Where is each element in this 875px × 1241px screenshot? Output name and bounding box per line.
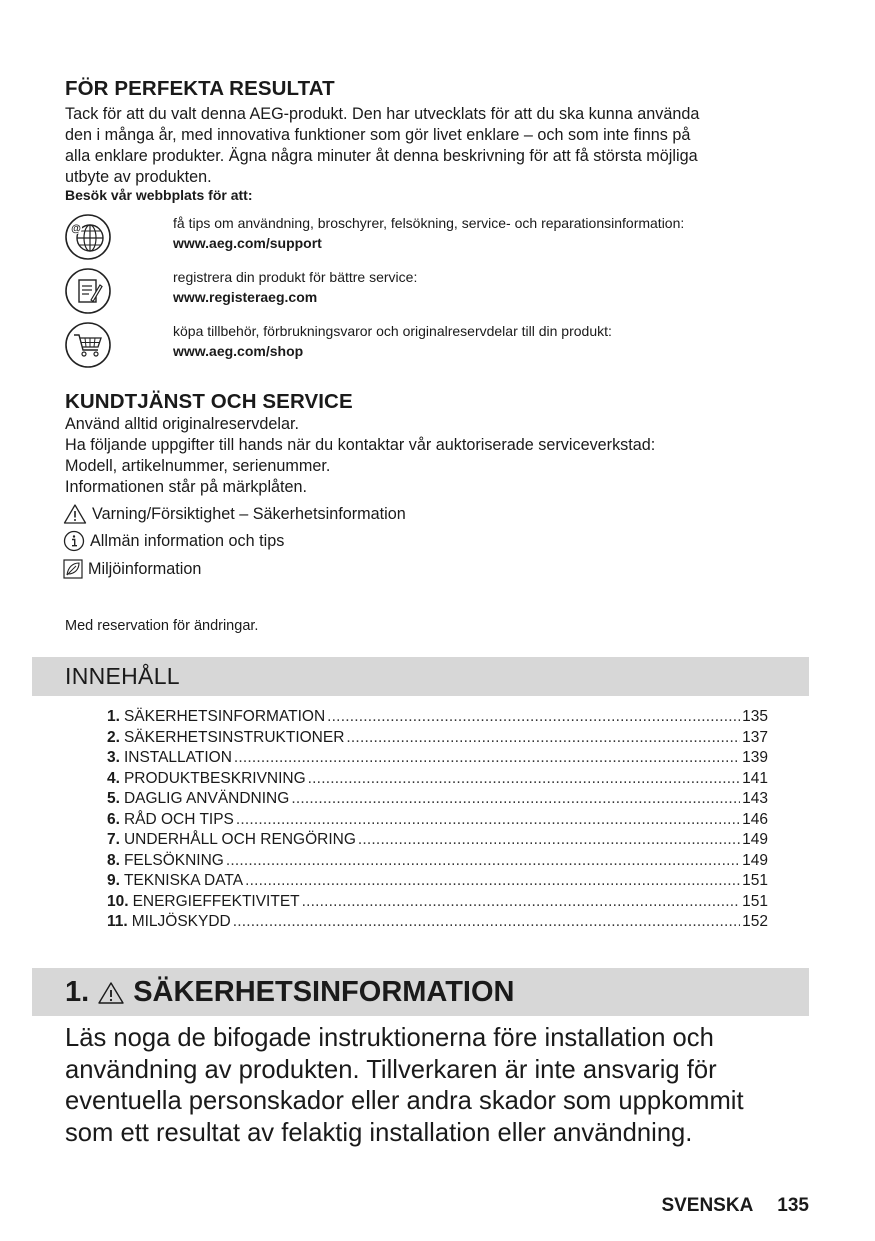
toc-item-page: 141 <box>742 769 768 787</box>
toc-item-page: 139 <box>742 749 768 766</box>
toc-item-label: SÄKERHETSINSTRUKTIONER <box>123 728 345 746</box>
register-icon <box>64 267 112 315</box>
intro-paragraph <box>65 104 815 188</box>
toc-item-label: TEKNISKA DATA <box>123 872 244 889</box>
toc-item[interactable] <box>107 728 768 749</box>
toc-item-number: 1. <box>107 708 120 725</box>
toc-item-page: 151 <box>742 892 768 910</box>
section1-intro <box>65 1023 825 1149</box>
footer-page-number: 135 <box>777 1195 809 1216</box>
globe-icon <box>64 213 112 261</box>
legend-text: Varning/Försiktighet – Säkerhetsinformation <box>92 505 406 523</box>
legend-warning <box>63 502 406 526</box>
toc-item-label: SÄKERHETSINFORMATION <box>123 708 326 725</box>
section1-header-band <box>32 968 809 1016</box>
section1-intro-line: eventuella personskador eller andra skador som uppkommit <box>65 1087 744 1115</box>
toc-item-label: FELSÖKNING <box>123 851 224 869</box>
toc-item-label: UNDERHÅLL OCH RENGÖRING <box>123 831 356 848</box>
reservation-note: Med reservation för ändringar. <box>65 618 259 634</box>
toc-item[interactable] <box>107 769 768 790</box>
intro-line: den i många år, med innovativa funktioner som gör livet enklare – och som inte finns på <box>65 126 691 144</box>
section1-title: SÄKERHETSINFORMATION <box>133 976 515 1008</box>
link-description: få tips om användning, broschyrer, felsökning, service- och reparationsinformation: <box>173 215 685 231</box>
toc-item-label: RÅD OCH TIPS <box>123 810 234 828</box>
legend-environment <box>63 557 201 581</box>
toc-item-page: 143 <box>742 790 768 807</box>
table-of-contents <box>107 707 768 933</box>
support-link[interactable]: www.aeg.com/support <box>173 235 322 251</box>
shop-link[interactable]: www.aeg.com/shop <box>173 343 304 359</box>
toc-item-page: 149 <box>742 851 768 869</box>
legend-text: Miljöinformation <box>88 560 202 578</box>
link-row-shop <box>60 321 820 375</box>
service-line: Använd alltid originalreservdelar. <box>65 415 299 433</box>
warning-icon <box>97 980 125 1006</box>
toc-item-page: 137 <box>742 728 768 746</box>
toc-item-page: 152 <box>742 913 768 930</box>
intro-line: utbyte av produkten. <box>65 168 212 186</box>
section1-number: 1. <box>65 976 90 1008</box>
toc-item[interactable] <box>107 892 768 913</box>
toc-item-label: MILJÖSKYDD <box>131 913 231 930</box>
toc-item[interactable] <box>107 707 768 728</box>
toc-title: INNEHÅLL <box>65 663 180 689</box>
toc-item-number: 9. <box>107 872 120 889</box>
toc-item[interactable] <box>107 851 768 872</box>
warning-icon <box>63 503 87 525</box>
toc-item[interactable] <box>107 830 768 851</box>
toc-item[interactable] <box>107 810 768 831</box>
toc-item-page: 149 <box>742 831 768 848</box>
service-line: Modell, artikelnummer, serienummer. <box>65 457 331 475</box>
section1-intro-line: Läs noga de bifogade instruktionerna före installation och <box>65 1024 714 1052</box>
page-footer <box>661 1195 809 1217</box>
link-row-support <box>60 213 820 267</box>
heading-kundtjanst: KUNDTJÄNST OCH SERVICE <box>65 390 353 413</box>
intro-line: Tack för att du valt denna AEG-produkt. Den har utvecklats för att du ska kunna använda <box>65 105 700 123</box>
toc-item-label: PRODUKTBESKRIVNING <box>123 769 306 787</box>
toc-item[interactable] <box>107 789 768 810</box>
legend-text: Allmän information och tips <box>90 532 285 550</box>
toc-item-number: 10. <box>107 892 129 910</box>
toc-item-number: 3. <box>107 749 120 766</box>
toc-header-band <box>32 657 809 696</box>
toc-item-number: 2. <box>107 728 120 746</box>
register-link[interactable]: www.registeraeg.com <box>173 289 318 305</box>
section1-intro-line: användning av produkten. Tillverkaren är inte ansvarig för <box>65 1055 717 1084</box>
toc-item[interactable] <box>107 912 768 933</box>
toc-item[interactable] <box>107 871 768 892</box>
toc-item-label: INSTALLATION <box>123 749 232 766</box>
toc-item-number: 6. <box>107 810 120 828</box>
toc-item-page: 135 <box>742 708 768 725</box>
link-description: registrera din produkt för bättre service: <box>173 269 418 285</box>
link-description: köpa tillbehör, förbrukningsvaror och originalreservdelar till din produkt: <box>173 323 612 339</box>
svg-text:@: @ <box>71 223 81 235</box>
link-row-register <box>60 267 820 321</box>
toc-item-number: 8. <box>107 851 120 869</box>
footer-language: SVENSKA <box>661 1195 754 1216</box>
legend-info <box>63 529 284 553</box>
service-line: Informationen står på märkplåten. <box>65 478 308 496</box>
toc-item-label: ENERGIEFFEKTIVITET <box>132 892 300 910</box>
section1-heading <box>65 976 514 1009</box>
toc-item[interactable] <box>107 748 768 769</box>
toc-item-number: 7. <box>107 831 120 848</box>
visit-label: Besök vår webbplats för att: <box>65 187 253 203</box>
toc-item-page: 151 <box>742 872 768 889</box>
toc-item-number: 5. <box>107 790 120 807</box>
toc-item-number: 4. <box>107 769 120 787</box>
toc-item-number: 11. <box>107 913 128 930</box>
toc-item-page: 146 <box>742 810 768 828</box>
cart-icon <box>64 321 112 369</box>
section1-intro-line: som ett resultat av felaktig installation eller användning. <box>65 1118 693 1147</box>
info-icon <box>63 530 85 552</box>
service-paragraph <box>65 414 815 498</box>
toc-item-label: DAGLIG ANVÄNDNING <box>123 790 290 807</box>
heading-perfekta-resultat: FÖR PERFEKTA RESULTAT <box>65 77 335 100</box>
leaf-icon <box>63 559 83 579</box>
intro-line: alla enklare produkter. Ägna några minuter åt denna beskrivning för att få största möjliga <box>65 147 698 165</box>
service-line: Ha följande uppgifter till hands när du kontaktar vår auktoriserade serviceverkstad: <box>65 436 656 454</box>
